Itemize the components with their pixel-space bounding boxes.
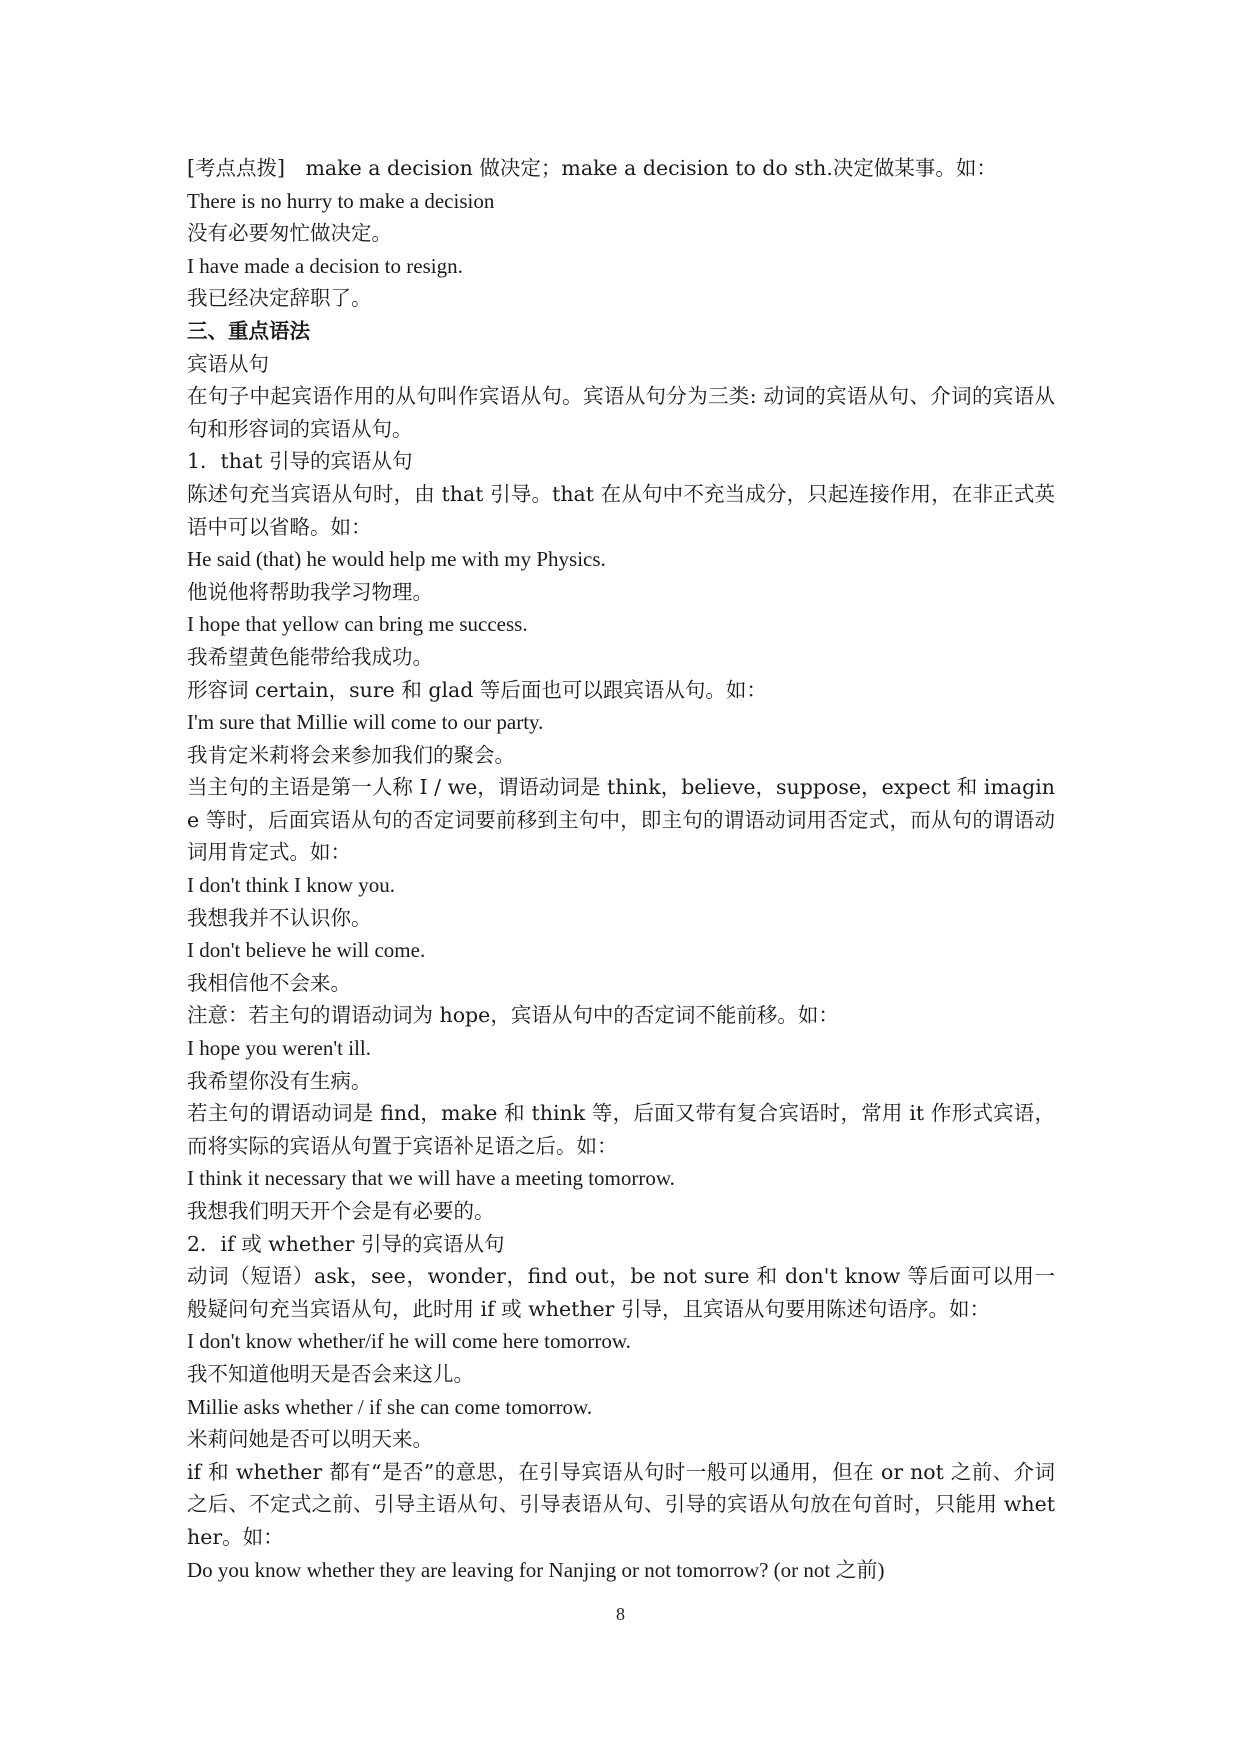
- example-sentence: He said (that) he would help me with my Physics.: [187, 547, 606, 572]
- example-sentence: Millie asks whether / if she can come tomorrow.: [187, 1394, 593, 1419]
- example-translation: 我想我并不认识你。: [187, 905, 372, 930]
- example-sentence: There is no hurry to make a decision: [187, 188, 495, 213]
- example-sentence: Do you know whether they are leaving for Nanjing or not tomorrow? (or not 之前): [187, 1557, 885, 1582]
- example-sentence: I don't know whether/if he will come here tomorrow.: [187, 1329, 631, 1354]
- example-sentence: I hope that yellow can bring me success.: [187, 612, 528, 637]
- explanation-paragraph: 动词（短语）ask，see，wonder，find out，be not sure 和 don't know 等后面可以用一般疑问句充当宾语从句，此时用 if 或 whether 引导，且宾语从句要用陈述句语序。如：: [187, 1264, 1055, 1321]
- example-translation: 我希望你没有生病。: [187, 1068, 372, 1093]
- explanation-paragraph: if 和 whether 都有“是否”的意思，在引导宾语从句时一般可以通用，但在 or not 之前、介词之后、不定式之前、引导主语从句、引导表语从句、引导的宾语从句放在句首时，只能用 whether。如：: [187, 1459, 1055, 1549]
- example-translation: 我已经决定辞职了。: [187, 286, 372, 311]
- definition-paragraph: 在句子中起宾语作用的从句叫作宾语从句。宾语从句分为三类: 动词的宾语从句、介词的宾语从句和形容词的宾语从句。: [187, 384, 1055, 441]
- example-sentence: I hope you weren't ill.: [187, 1036, 371, 1061]
- example-sentence: I don't think I know you.: [187, 873, 395, 898]
- section-heading: 三、重点语法: [187, 318, 310, 343]
- example-sentence: I have made a decision to resign.: [187, 253, 463, 278]
- example-translation: 我相信他不会来。: [187, 970, 351, 995]
- note-line: 注意：若主句的谓语动词为 hope，宾语从句中的否定词不能前移。如：: [187, 1003, 839, 1028]
- example-sentence: I don't believe he will come.: [187, 938, 426, 963]
- explanation-line: 形容词 certain，sure 和 glad 等后面也可以跟宾语从句。如：: [187, 677, 767, 702]
- topic-title: 宾语从句: [187, 351, 269, 376]
- example-translation: 米莉问她是否可以明天来。: [187, 1427, 433, 1452]
- page-number: 8: [616, 1604, 625, 1624]
- explanation-paragraph: 若主句的谓语动词是 find，make 和 think 等，后面又带有复合宾语时，常用 it 作形式宾语，而将实际的宾语从句置于宾语补足语之后。如：: [187, 1101, 1055, 1158]
- example-translation: 他说他将帮助我学习物理。: [187, 579, 433, 604]
- example-translation: 我想我们明天开个会是有必要的。: [187, 1199, 495, 1223]
- example-sentence: I think it necessary that we will have a meeting tomorrow.: [187, 1166, 675, 1191]
- example-sentence: I'm sure that Millie will come to our party.: [187, 710, 544, 735]
- subsection-heading: 1．that 引导的宾语从句: [187, 449, 413, 474]
- subsection-heading: 2．if 或 whether 引导的宾语从句: [187, 1231, 505, 1256]
- example-translation: 我不知道他明天是否会来这儿。: [187, 1361, 474, 1386]
- document-body: [187, 152, 1055, 1586]
- explanation-paragraph: 当主句的主语是第一人称 I / we，谓语动词是 think，believe，suppose，expect 和 imagine 等时，后面宾语从句的否定词要前移到主句中，即主句的谓语动词用否定式，而从句的谓语动词用肯定式。如：: [187, 775, 1055, 865]
- example-translation: 没有必要匆忙做决定。: [187, 221, 392, 246]
- example-translation: 我希望黄色能带给我成功。: [187, 644, 433, 669]
- explanation-paragraph: 陈述句充当宾语从句时，由 that 引导。that 在从句中不充当成分，只起连接作用，在非正式英语中可以省略。如：: [187, 481, 1055, 539]
- exam-tip-line: [考点点拨] make a decision 做决定；make a decision to do sth.决定做某事。如：: [187, 156, 997, 180]
- example-translation: 我肯定米莉将会来参加我们的聚会。: [187, 742, 515, 767]
